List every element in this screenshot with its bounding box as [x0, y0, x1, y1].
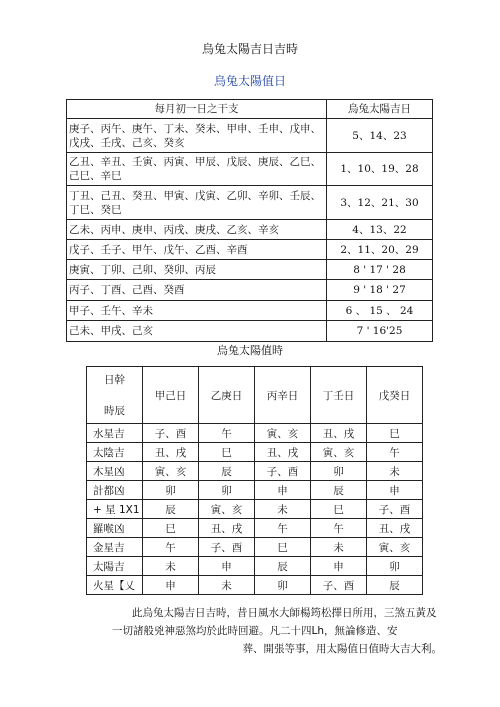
star-label: 金星吉 [87, 538, 143, 557]
table-row [87, 443, 423, 462]
hour-cell: 午 [367, 443, 423, 462]
stems-cell: 乙未、丙申、庚申、丙戌、庚戌、乙亥、辛亥 [67, 220, 327, 240]
hour-cell: 丑、戌 [143, 443, 199, 462]
hour-cell: 巳 [143, 519, 199, 538]
document-title: 烏兔太陽吉日吉時 [201, 42, 298, 56]
star-label: 水星吉 [87, 424, 143, 443]
table-row [67, 153, 433, 186]
hour-cell: 卯 [143, 481, 199, 500]
footnote [112, 604, 442, 658]
corner-header [87, 367, 143, 424]
days-cell: 8 ' 17 ' 28 [327, 260, 433, 280]
hour-cell: 未 [143, 557, 199, 576]
table-row [67, 186, 433, 220]
days-cell: 9 ' 18 ' 27 [327, 280, 433, 301]
table-row [87, 500, 423, 519]
corner-header-hour: 時辰 [104, 405, 125, 417]
hour-cell: 午 [143, 538, 199, 557]
hour-cell: 申 [143, 576, 199, 595]
table-header-row [67, 100, 433, 119]
footnote-line: 此烏兔太陽吉日吉時，昔日風水大師楊筠松擇日所用，三煞五黃及一切諸般兇神惡煞均於此時回避。凡二十四Lh，無論修造、安 [112, 607, 437, 637]
stems-cell: 丙子、丁酉、己酉、癸酉 [67, 280, 327, 301]
star-label: 太陰吉 [87, 443, 143, 462]
hour-cell: 卯 [199, 481, 255, 500]
hour-cell: 子、酉 [311, 576, 367, 595]
auspicious-hours-table [86, 366, 423, 595]
star-label: + 星 1X1 [87, 500, 143, 519]
table-header-row [87, 367, 423, 424]
hour-cell: 申 [199, 557, 255, 576]
section-title-daily: 烏兔太陽值日 [213, 74, 286, 88]
hour-cell: 申 [311, 557, 367, 576]
star-label: 火星【乂 [87, 576, 143, 595]
hour-cell: 卯 [255, 576, 311, 595]
star-label: 計都凶 [87, 481, 143, 500]
table-row [67, 321, 433, 342]
table-row [87, 481, 423, 500]
hour-cell: 寅、亥 [143, 462, 199, 481]
hour-cell: 未 [367, 462, 423, 481]
hour-cell: 未 [255, 500, 311, 519]
column-header-day-pair: 丙辛日 [255, 367, 311, 424]
hour-cell: 未 [311, 538, 367, 557]
section-title-hourly: 烏兔太陽值時 [217, 344, 283, 357]
table-row [67, 240, 433, 260]
days-cell: 3、12、21、30 [327, 186, 433, 220]
hour-cell: 午 [255, 519, 311, 538]
hour-cell: 寅、亥 [367, 538, 423, 557]
table-row [67, 280, 433, 301]
column-header-days: 烏兔太陽吉日 [327, 100, 433, 119]
hour-cell: 未 [199, 576, 255, 595]
hour-cell: 丑、戌 [255, 443, 311, 462]
hour-cell: 卯 [311, 462, 367, 481]
days-cell: 1、10、19、28 [327, 153, 433, 186]
hour-cell: 午 [199, 424, 255, 443]
hour-cell: 午 [311, 519, 367, 538]
hour-cell: 巳 [199, 443, 255, 462]
hour-cell: 寅、亥 [199, 500, 255, 519]
column-header-day-pair: 乙庚日 [199, 367, 255, 424]
hour-cell: 申 [367, 481, 423, 500]
column-header-day-pair: 丁壬日 [311, 367, 367, 424]
hour-cell: 辰 [143, 500, 199, 519]
footnote-line: 葬、開張等事，用太陽值日值時大吉大利。 [242, 643, 442, 655]
corner-header-day: 日幹 [104, 374, 125, 386]
hour-cell: 寅、亥 [255, 424, 311, 443]
table-row [87, 519, 423, 538]
table-row [67, 260, 433, 280]
hour-cell: 寅、亥 [311, 443, 367, 462]
hour-cell: 巳 [255, 538, 311, 557]
table-row [87, 557, 423, 576]
hour-cell: 巳 [367, 424, 423, 443]
auspicious-days-table [66, 99, 433, 342]
hour-cell: 子、酉 [143, 424, 199, 443]
stems-cell: 乙丑、辛丑、壬寅、丙寅、甲辰、戊辰、庚辰、乙巳、己巳、辛巳 [67, 153, 327, 186]
column-header-day-pair: 戊癸日 [367, 367, 423, 424]
days-cell: 7 ' 16'25 [327, 321, 433, 342]
days-cell: 2、11、20、29 [327, 240, 433, 260]
hour-cell: 辰 [311, 481, 367, 500]
days-cell: 4、13、22 [327, 220, 433, 240]
hour-cell: 辰 [255, 557, 311, 576]
table-row [87, 538, 423, 557]
hour-cell: 丑、戌 [311, 424, 367, 443]
column-header-stems: 每月初一日之干支 [67, 100, 327, 119]
star-label: 木星凶 [87, 462, 143, 481]
hour-cell: 辰 [367, 576, 423, 595]
days-cell: 5、14、23 [327, 119, 433, 153]
hour-cell: 丑、戌 [199, 519, 255, 538]
table-row [67, 301, 433, 321]
stems-cell: 戊子、壬子、甲午、戊午、乙酉、辛酉 [67, 240, 327, 260]
star-label: 羅喉凶 [87, 519, 143, 538]
column-header-day-pair: 甲己日 [143, 367, 199, 424]
hour-cell: 丑、戌 [367, 519, 423, 538]
table-row [87, 462, 423, 481]
stems-cell: 丁丑、己丑、癸丑、甲寅、戊寅、乙卯、辛卯、壬辰、丁巳、癸巳 [67, 186, 327, 220]
table-row [87, 576, 423, 595]
stems-cell: 己未、甲戌、己亥 [67, 321, 327, 342]
stems-cell: 庚寅、丁卯、己卯、癸卯、丙辰 [67, 260, 327, 280]
hour-cell: 巳 [311, 500, 367, 519]
stems-cell: 庚子、丙午、庚午、丁未、癸未、甲申、壬申、戊申、戊戌、壬戌、己亥、癸亥 [67, 119, 327, 153]
stems-cell: 甲子、壬午、辛未 [67, 301, 327, 321]
table-row [67, 119, 433, 153]
hour-cell: 子、酉 [367, 500, 423, 519]
hour-cell: 子、酉 [199, 538, 255, 557]
star-label: 太陽吉 [87, 557, 143, 576]
table-row [67, 220, 433, 240]
days-cell: 6 、 15 、 24 [327, 301, 433, 321]
table-row [87, 424, 423, 443]
hour-cell: 辰 [199, 462, 255, 481]
hour-cell: 申 [255, 481, 311, 500]
hour-cell: 子、酉 [255, 462, 311, 481]
hour-cell: 卯 [367, 557, 423, 576]
